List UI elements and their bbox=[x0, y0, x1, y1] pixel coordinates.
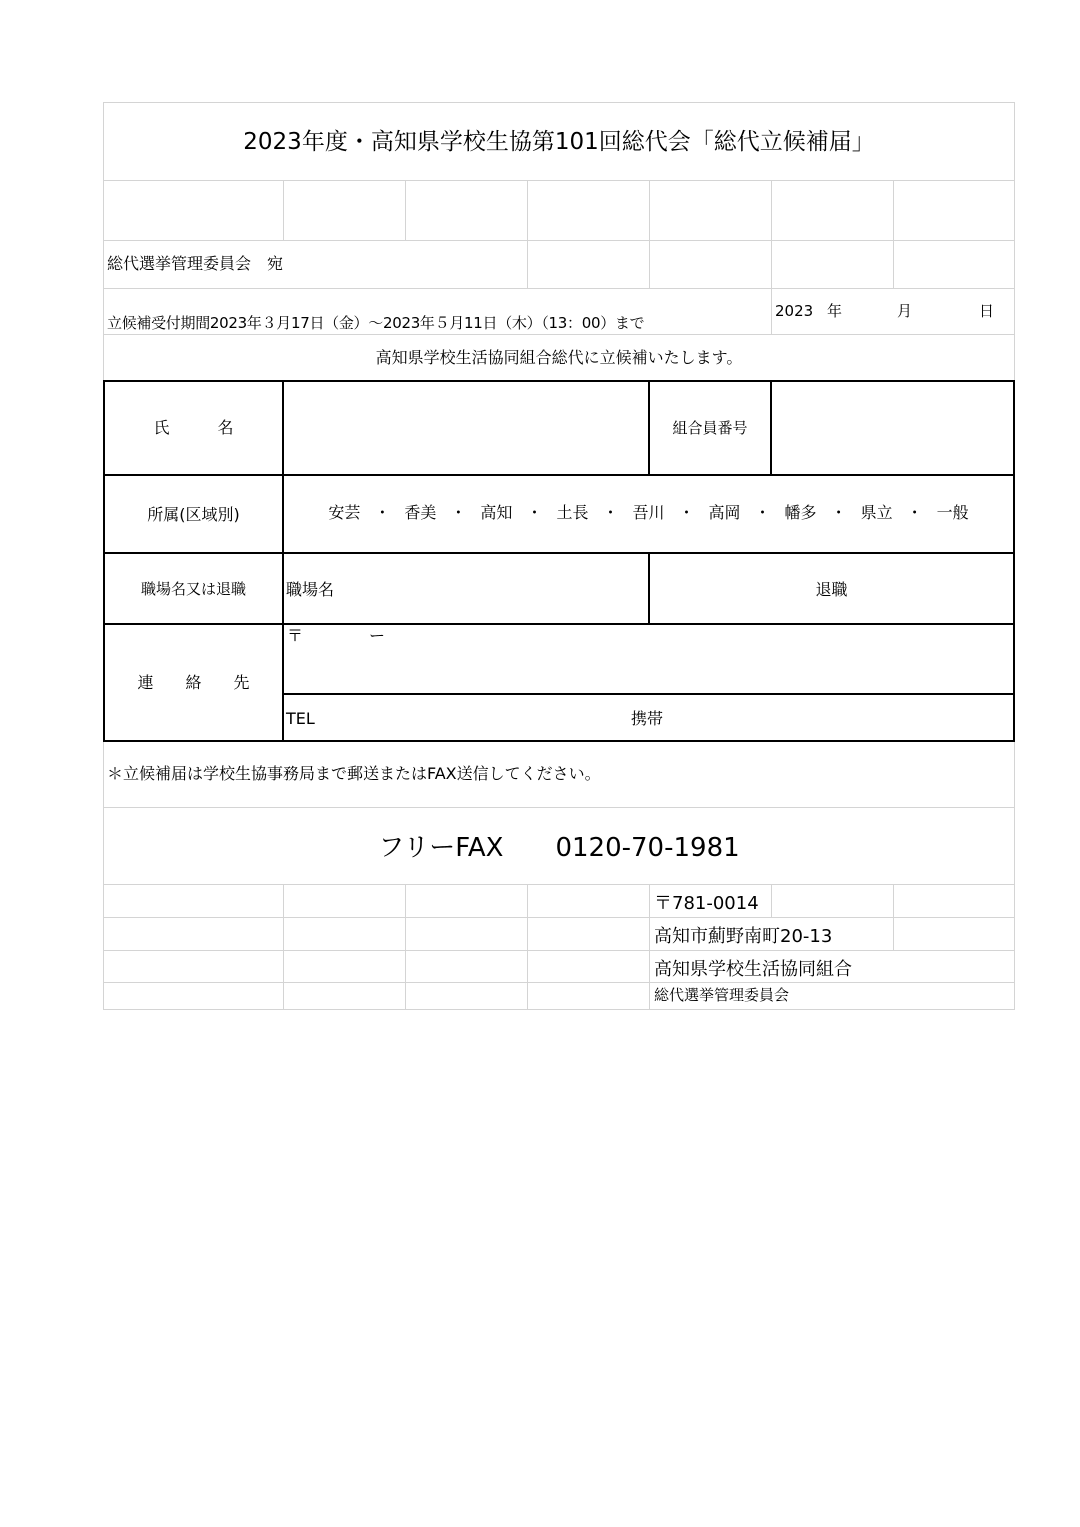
separator: ・ bbox=[678, 503, 695, 522]
postal-mark: 〒 bbox=[287, 626, 304, 645]
region-option[interactable]: 吾川 bbox=[632, 503, 665, 522]
member-number-input[interactable] bbox=[773, 383, 1013, 473]
date-month-unit: 月 bbox=[897, 302, 913, 320]
addressee: 総代選挙管理委員会 宛 bbox=[107, 254, 284, 273]
date-year: 2023 bbox=[775, 302, 814, 320]
separator: ・ bbox=[754, 503, 771, 522]
office-address: 高知市薊野南町20-13 bbox=[654, 926, 833, 947]
contact-label: 連 絡 先 bbox=[137, 673, 250, 692]
region-option[interactable]: 土長 bbox=[556, 503, 589, 522]
separator: ・ bbox=[830, 503, 847, 522]
separator: ・ bbox=[906, 503, 923, 522]
postal-address-field[interactable] bbox=[285, 626, 1013, 692]
declaration: 高知県学校生活協同組合総代に立候補いたします。 bbox=[375, 348, 743, 367]
tel-label: TEL bbox=[286, 709, 315, 728]
separator: ・ bbox=[374, 503, 391, 522]
postal-dash: ー bbox=[369, 626, 386, 645]
date-day-unit: 日 bbox=[979, 302, 995, 320]
affiliation-label: 所属(区域別) bbox=[147, 505, 240, 524]
name-input[interactable] bbox=[285, 383, 647, 473]
committee-name: 総代選挙管理委員会 bbox=[654, 986, 790, 1004]
region-option[interactable]: 香美 bbox=[404, 503, 437, 522]
retired-option[interactable]: 退職 bbox=[815, 580, 848, 599]
region-option[interactable]: 一般 bbox=[936, 503, 969, 522]
separator: ・ bbox=[450, 503, 467, 522]
region-option[interactable]: 安芸 bbox=[328, 503, 361, 522]
submission-note: ＊立候補届は学校生協事務局まで郵送またはFAX送信してください。 bbox=[107, 764, 601, 783]
free-fax-number: フリーFAX 0120-70-1981 bbox=[378, 833, 740, 863]
member-number-label: 組合員番号 bbox=[672, 419, 748, 437]
workplace-label: 職場名又は退職 bbox=[140, 580, 246, 598]
postal-code: 〒781-0014 bbox=[654, 893, 759, 914]
separator: ・ bbox=[526, 503, 543, 522]
phone-field[interactable] bbox=[285, 696, 1013, 739]
region-option[interactable]: 幡多 bbox=[784, 503, 817, 522]
form-title: 2023年度・高知県学校生協第101回総代会「総代立候補届」 bbox=[243, 129, 875, 155]
workplace-name-field[interactable]: 職場名 bbox=[286, 580, 335, 599]
region-option[interactable]: 高岡 bbox=[708, 503, 741, 522]
region-option[interactable]: 県立 bbox=[860, 503, 893, 522]
organization-name: 高知県学校生活協同組合 bbox=[654, 959, 852, 980]
separator: ・ bbox=[602, 503, 619, 522]
mobile-label: 携帯 bbox=[631, 709, 664, 728]
region-option[interactable]: 高知 bbox=[480, 503, 513, 522]
region-options bbox=[284, 505, 1013, 521]
application-period: 立候補受付期間2023年３月17日（金）～2023年５月11日（木）（13：00）まで bbox=[107, 314, 645, 332]
date-year-unit: 年 bbox=[827, 302, 843, 320]
name-label: 氏 名 bbox=[153, 418, 234, 437]
